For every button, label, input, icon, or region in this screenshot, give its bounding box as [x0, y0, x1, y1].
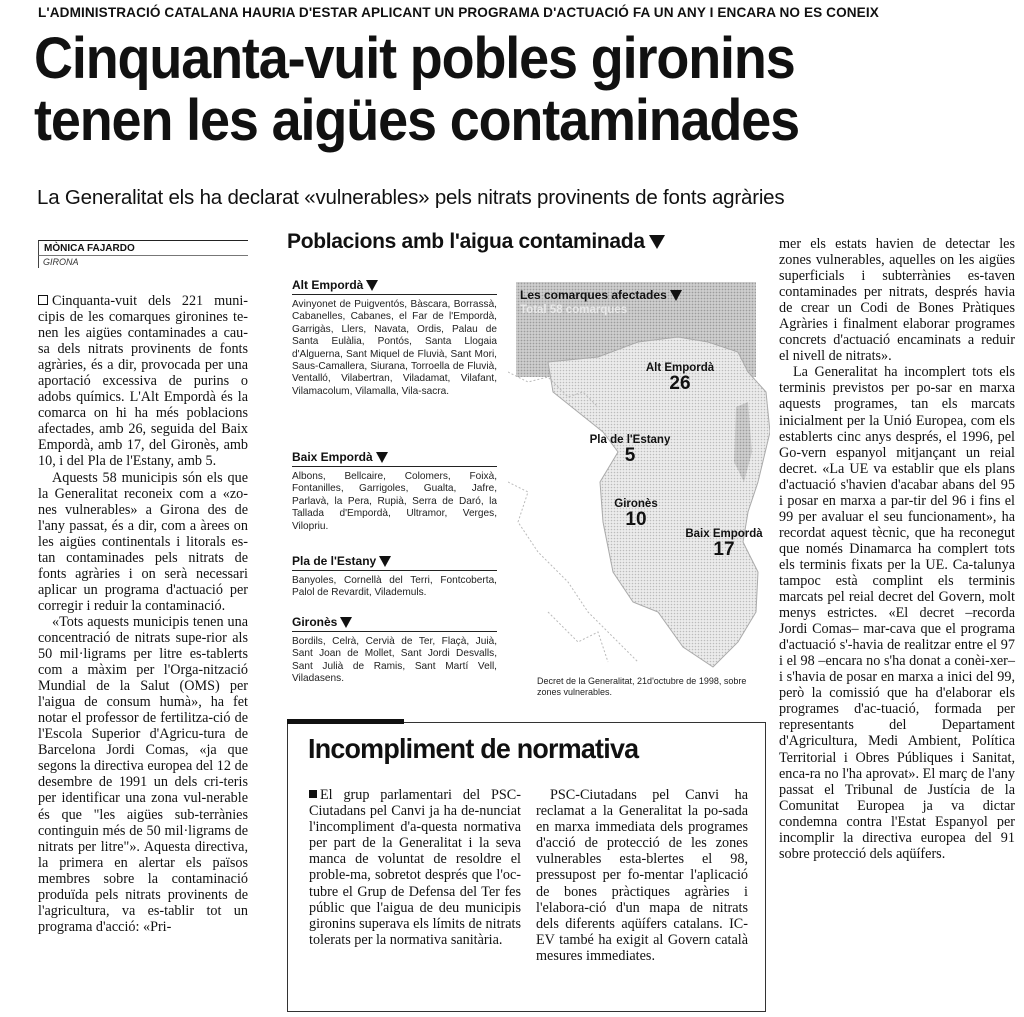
map-label-girones	[586, 498, 686, 530]
box-accent-bar	[287, 719, 404, 724]
sidebar-box-column-2	[536, 787, 748, 964]
byline	[38, 240, 248, 268]
region-count: 5	[624, 445, 636, 466]
map-label-pla-de-lestany	[580, 434, 680, 466]
sidebar-box	[287, 722, 766, 1012]
byline-author: MÒNICA FAJARDO	[38, 240, 248, 256]
triangle-down-icon	[379, 556, 391, 567]
paragraph	[309, 787, 521, 948]
region-name: Alt Empordà	[645, 362, 715, 374]
map-title	[520, 288, 682, 302]
region-count: 10	[625, 509, 647, 530]
map-title-text: Les comarques afectades	[520, 288, 667, 302]
open-square-icon	[38, 295, 48, 305]
comarca-towns: Bordils, Celrà, Cervià de Ter, Flaçà, Juià, Sant Joan de Mollet, Sant Jordi Desvalls, Sant Julià de Ramis, Sant Martí Vell, Viladasens.	[292, 636, 497, 685]
paragraph-text: Cinquanta-vuit dels 221 muni-cipis de les comarques gironines te-nen les aigües contaminades a cau-sa dels nitrats provinents de fonts agràries, és a dir, provocada per una aportació excessiva de purins o adobs químics. L'Alt Empordà és la comarca on hi ha més poblacions afectades, amb 26, seguida del Baix Empordà, amb 17, del Gironès, amb 10, i del Pla de l'Estany, amb 5.	[38, 293, 248, 470]
border-line	[548, 612, 608, 662]
triangle-down-icon	[649, 235, 665, 249]
triangle-down-icon	[366, 280, 378, 291]
infographic-title	[287, 230, 665, 254]
map-source: Decret de la Generalitat, 21d'octubre de 1998, sobre zones vulnerables.	[537, 676, 747, 697]
region-name: Pla de l'Estany	[589, 434, 671, 446]
comarca-name: Alt Empordà	[292, 278, 364, 292]
headline	[34, 28, 799, 152]
comarca-list-baix-emporda	[292, 450, 497, 533]
subhead: La Generalitat els ha declarat «vulnerables» pels nitrats provinents de fonts agràries	[37, 186, 785, 209]
paragraph-text: El grup parlamentari del PSC-Ciutadans pel Canvi ja ha de-nunciat l'incompliment d'a-questa normativa per part de la Generalitat i la seva manca de voluntat de resoldre el proble-ma, sobretot després que l'oc-tubre el Grup de Defensa del Ter fes públic que l'aigua de deu municipis gironins superava els límits de nitrats tolerats per la normativa sanitària.	[309, 787, 521, 948]
triangle-down-icon	[376, 452, 388, 463]
region-count: 17	[713, 539, 735, 560]
comarca-name: Pla de l'Estany	[292, 554, 377, 568]
filled-square-icon	[309, 790, 317, 798]
map	[508, 282, 770, 672]
comarca-towns: Avinyonet de Puigventós, Bàscara, Borrassà, Cabanelles, Cabanes, el Far de l'Empordà, Garrigàs, Llers, Navata, Ordis, Palau de Santa Eulàlia, Pontós, Santa Llogaia d'Alguerna, Sant Miquel de Fluvià, Sant Mori, Saus-Camallera, Siurana, Torroella de Fluvià, Ventalló, Vilabertran, Viladamat, Vilafant, Vilamacolum, Vilamalla, Vila-sacra.	[292, 299, 497, 397]
paragraph: PSC-Ciutadans pel Canvi ha reclamat a la Generalitat la po-sada en marxa immediata dels programes d'acció de protecció de les zones vulnerables esta-blertes el 98, pressupost per fo-mentar l'aplicació de bones pràctiques agràries i l'elabora-ció d'un mapa de nitrats dels diferents aqüífers catalans. IC-EV també ha exigit al Govern català mesures immediates.	[536, 787, 748, 964]
sidebar-box-title: Incompliment de normativa	[308, 733, 639, 764]
right-column	[779, 236, 1015, 862]
paragraph	[38, 293, 248, 470]
comarca-towns: Albons, Bellcaire, Colomers, Foixà, Fontanilles, Garrigoles, Gualta, Jafre, Parlavà, la Pera, Rupià, Serra de Daró, la Tallada d'Empordà, Ultramor, Verges, Vilopriu.	[292, 471, 497, 532]
infographic-title-text: Poblacions amb l'aigua contaminada	[287, 230, 645, 253]
comarca-name: Gironès	[292, 615, 338, 629]
map-shape	[508, 282, 770, 672]
comarca-heading	[292, 450, 497, 467]
comarca-list-girones	[292, 615, 497, 686]
region-name: Baix Empordà	[685, 528, 763, 540]
paragraph: Aquests 58 municipis són els que la Generalitat reconeix com a «zo-nes vulnerables» a Girona des de l'any passat, és a dir, com a àrees on les aigües continentals i litorals es-tan contaminades pels nitrats de fonts agràries i on serà necessari aplicar un programa d'actuació per corregir i reduir la contaminació.	[38, 469, 248, 614]
comarca-list-alt-emporda	[292, 278, 497, 398]
comarca-heading	[292, 554, 497, 571]
left-column	[38, 293, 248, 935]
comarca-towns: Banyoles, Cornellà del Terri, Fontcoberta, Palol de Revardit, Vilademuls.	[292, 575, 497, 599]
comarca-heading	[292, 615, 497, 632]
triangle-down-icon	[340, 617, 352, 628]
comarca-heading	[292, 278, 497, 295]
triangle-down-icon	[670, 290, 682, 301]
comarca-list-pla-de-lestany	[292, 554, 497, 600]
map-label-alt-emporda	[630, 362, 730, 394]
byline-place: GIRONA	[38, 256, 248, 268]
headline-line-1: Cinquanta-vuit pobles gironins	[34, 26, 795, 91]
map-total: Total 58 comarques	[520, 304, 628, 316]
region-name: Gironès	[614, 498, 658, 510]
sidebar-box-column-1	[309, 787, 521, 948]
comarca-name: Baix Empordà	[292, 450, 373, 464]
headline-line-2: tenen les aigües contaminades	[34, 88, 800, 153]
region-count: 26	[669, 373, 691, 394]
map-label-baix-emporda	[674, 528, 774, 560]
paragraph: «Tots aquests municipis tenen una concentració de nitrats supe-rior als 50 mil·ligrams per litre es-tablerts com a màxim per l'Orga-nització Mundial de la Salut (OMS) per l'aigua de consum humà», ha fet notar el professor de fertilitza-ció de l'Escola Superior d'Agricu-tura de Barcelona Jordi Comas, «ja que segons la directiva europea del 12 de desembre de 1991 un dels cri-teris per identificar una zona vul-nerable és que "les aigües sub-terrànies continguin més de 50 mil·ligrams de nitrats per litre"». Aquesta directiva, la primera en alertar els països membres sobre la contaminació produïda pels nitrats provinents de l'agricultura, va es-tablir tot un programa d'acció: «Pri-	[38, 613, 248, 935]
paragraph: mer els estats havien de detectar les zones vulnerables, aquelles on les aigües superficials i subterrànies es-taven contaminades per nitrats, després havia de crear un Codi de Bones Pràtiques Agràries i finalment elaborar programes concrets d'actuació encaminats a reduir el nivell de nitrats».	[779, 236, 1015, 365]
kicker: L'ADMINISTRACIÓ CATALANA HAURIA D'ESTAR APLICANT UN PROGRAMA D'ACTUACIÓ FA UN ANY I ENCARA NO ES CONEIX	[38, 5, 879, 20]
paragraph: La Generalitat ha incomplert tots els terminis previstos per po-sar en marxa aquests programes, tan els marcats inicialment per la Unió Europea, com els establerts cinc anys després, el 1996, pel Go-vern espanyol mitjançant un reial decret. «La UE va establir que els plans d'actuació s'havien d'acabar abans del 95 i posar en marxa a par-tir del 96 i fins el 99 per avaluar el seu funcionament», ha recordat aquest tècnic, que ha reconegut que només Dinamarca ha complert tots els terminis fixats per la UE. Ca-talunya tampoc està complint els terminis marcats pel reial decret del Govern, molt menys estrictes. «El decret –recorda Jordi Comas– mar-cava que el programa d'actuació s'-havia de realitzar entre el 97 i el 98 –encara no s'ha donat a conèi-xer– i s'havia de posar en marxa a inici del 99, però la comissió que ha d'elaborar els programes d'ac-tuació, formada per representants del Departament d'Agricultura, Medi Ambient, Política Territorial i Obres Públiques i Sanitat, enca-ra no l'ha aprovat». El març de l'any passat el Tribunal de Justícia de la Comunitat Europea ja va dictar condemna contra l'Estat Espanyol per incomplir la directiva europea del 91 sobre protecció dels aqüífers.	[779, 364, 1015, 862]
